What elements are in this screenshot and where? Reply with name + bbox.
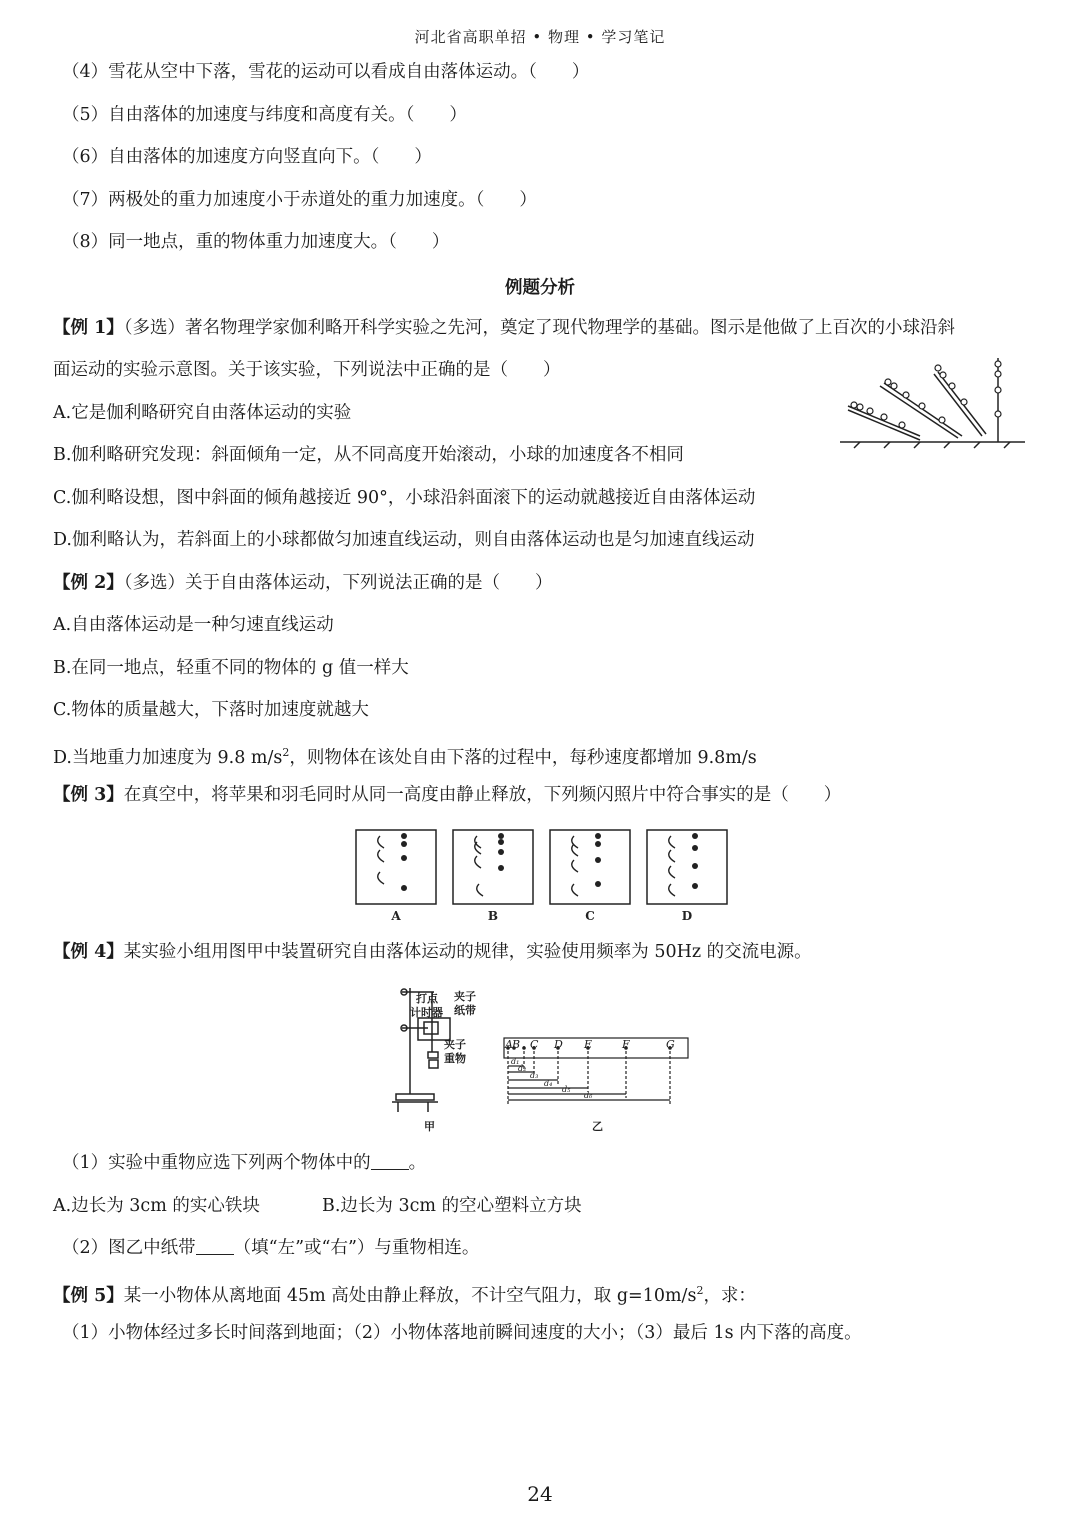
ex2-tag: 【例 2】 (53, 573, 124, 593)
ex4-stem-text: 某实验小组用图甲中装置研究自由落体运动的规律，实验使用频率为 50Hz 的交流电源。 (123, 942, 812, 962)
label-weight: 重物 (444, 1052, 466, 1065)
section-title: 例题分析 (505, 278, 575, 298)
ex4-q1-text: （1）实验中重物应选下列两个物体中的 (62, 1153, 371, 1173)
ex4-question-1 (62, 1151, 426, 1175)
ex5-tag: 【例 5】 (53, 1285, 124, 1306)
ex2-stem-text: （多选）关于自由落体运动，下列说法正确的是（ ） (123, 573, 553, 593)
ex2-option-b: B.在同一地点，轻重不同的物体的 g 值一样大 (53, 658, 409, 678)
ex4-q2-text-end: （填“左”或“右”）与重物相连。 (233, 1238, 480, 1258)
judge-item-7: （7）两极处的重力加速度小于赤道处的重力加速度。（ ） (62, 190, 537, 210)
tape-point-e: E (584, 1038, 593, 1051)
photo-frame-b (453, 830, 533, 904)
ex2-stem (53, 571, 553, 595)
ex2-option-c: C.物体的质量越大，下落时加速度就越大 (53, 700, 369, 720)
galileo-incline-figure (840, 350, 1030, 450)
ex3-tag: 【例 3】 (53, 785, 124, 805)
judge-item-5: （5）自由落体的加速度与纬度和高度有关。（ ） (62, 105, 467, 125)
ex1-stem-line1 (53, 316, 955, 340)
tape-point-a: A (505, 1038, 513, 1051)
free-fall-apparatus-figure (388, 982, 698, 1134)
tape-point-f: F (622, 1038, 630, 1051)
tape-point-g: G (666, 1038, 675, 1051)
ex3-stem-text: 在真空中，将苹果和羽毛同时从同一高度由静止释放，下列频闪照片中符合事实的是（ ） (123, 785, 842, 805)
ex5-stem (53, 1279, 756, 1308)
photo-label-a: A (391, 909, 401, 923)
judge-item-6: （6）自由落体的加速度方向竖直向下。（ ） (62, 147, 432, 167)
photo-frame-a (356, 830, 436, 904)
label-timer-1: 打点 (416, 992, 438, 1005)
tape-d1: d₁ (511, 1057, 520, 1066)
ex1-stem-line2: 面运动的实验示意图。关于该实验，下列说法中正确的是（ ） (53, 360, 561, 380)
label-yi: 乙 (592, 1120, 603, 1133)
page-header: 河北省高职单招 • 物理 • 学习笔记 (414, 28, 666, 46)
tape-point-b: B (512, 1038, 521, 1051)
label-jia: 甲 (424, 1120, 435, 1133)
ex4-q1-end: 。 (408, 1153, 427, 1173)
tape-d2: d₂ (518, 1064, 527, 1073)
photo-label-b: B (487, 909, 499, 923)
ex4-question-2 (62, 1236, 479, 1260)
ex1-option-b: B.伽利略研究发现：斜面倾角一定，从不同高度开始滚动，小球的加速度各不相同 (53, 445, 684, 465)
ex4-q1-option-a: A.边长为 3cm 的实心铁块 (53, 1196, 260, 1216)
ex3-stem (53, 783, 841, 807)
ex2-option-d-sup: 2 (282, 746, 290, 759)
ex5-questions: （1）小物体经过多长时间落到地面；（2）小物体落地前瞬间速度的大小；（3）最后 1s 内下落的高度。 (62, 1323, 862, 1343)
ex2-option-d-part2: ，则物体在该处自由下落的过程中，每秒速度都增加 9.8m/s (289, 747, 757, 768)
ex5-stem-sup: 2 (696, 1284, 704, 1297)
label-clip-top: 夹子 (454, 990, 476, 1003)
ex4-stem (53, 940, 812, 964)
page-number: 24 (527, 1482, 553, 1506)
photo-frame-c (550, 830, 630, 904)
label-tape: 纸带 (454, 1004, 476, 1017)
ex4-q2-blank[interactable] (196, 1236, 234, 1255)
tape-d5: d₅ (562, 1085, 571, 1094)
tape-point-c: C (530, 1038, 539, 1051)
ex1-stem-text: （多选）著名物理学家伽利略开科学实验之先河，奠定了现代物理学的基础。图示是他做了上百次的小球沿斜 (123, 318, 956, 338)
tape-d4: d₄ (544, 1079, 553, 1088)
ex2-option-d (53, 741, 757, 770)
ex4-q2-text: （2）图乙中纸带 (62, 1238, 196, 1258)
ex1-tag: 【例 1】 (53, 318, 124, 338)
ex4-tag: 【例 4】 (53, 942, 124, 962)
ex5-stem-end: ，求： (703, 1285, 756, 1306)
label-clip-bottom: 夹子 (444, 1038, 466, 1051)
ex1-option-a: A.它是伽利略研究自由落体运动的实验 (53, 403, 352, 423)
ex2-option-a: A.自由落体运动是一种匀速直线运动 (53, 615, 334, 635)
judge-item-8: （8）同一地点，重的物体重力加速度大。（ ） (62, 232, 450, 252)
ex1-option-d: D.伽利略认为，若斜面上的小球都做匀加速直线运动，则自由落体运动也是匀加速直线运动 (53, 530, 755, 550)
label-timer-2: 计时器 (410, 1006, 443, 1019)
photo-label-c: C (585, 909, 595, 923)
ex1-option-c: C.伽利略设想，图中斜面的倾角越接近 90°，小球沿斜面滚下的运动就越接近自由落体运动 (53, 488, 756, 508)
ex4-q1-blank[interactable] (371, 1151, 409, 1170)
tape-d6: d₆ (584, 1091, 593, 1100)
ex2-option-d-part1: D.当地重力加速度为 9.8 m/s (53, 747, 283, 768)
ex4-q1-option-b: B.边长为 3cm 的空心塑料立方块 (322, 1196, 582, 1216)
photo-label-d: D (681, 909, 693, 923)
tape-d3: d₃ (530, 1071, 539, 1080)
ex5-stem-text: 某一小物体从离地面 45m 高处由静止释放，不计空气阻力，取 g=10m/s (123, 1285, 697, 1306)
tape-point-d: D (554, 1038, 563, 1051)
strobe-photos-figure (354, 828, 730, 924)
judge-item-4: （4）雪花从空中下落，雪花的运动可以看成自由落体运动。（ ） (62, 62, 590, 82)
photo-frame-d (647, 830, 727, 904)
